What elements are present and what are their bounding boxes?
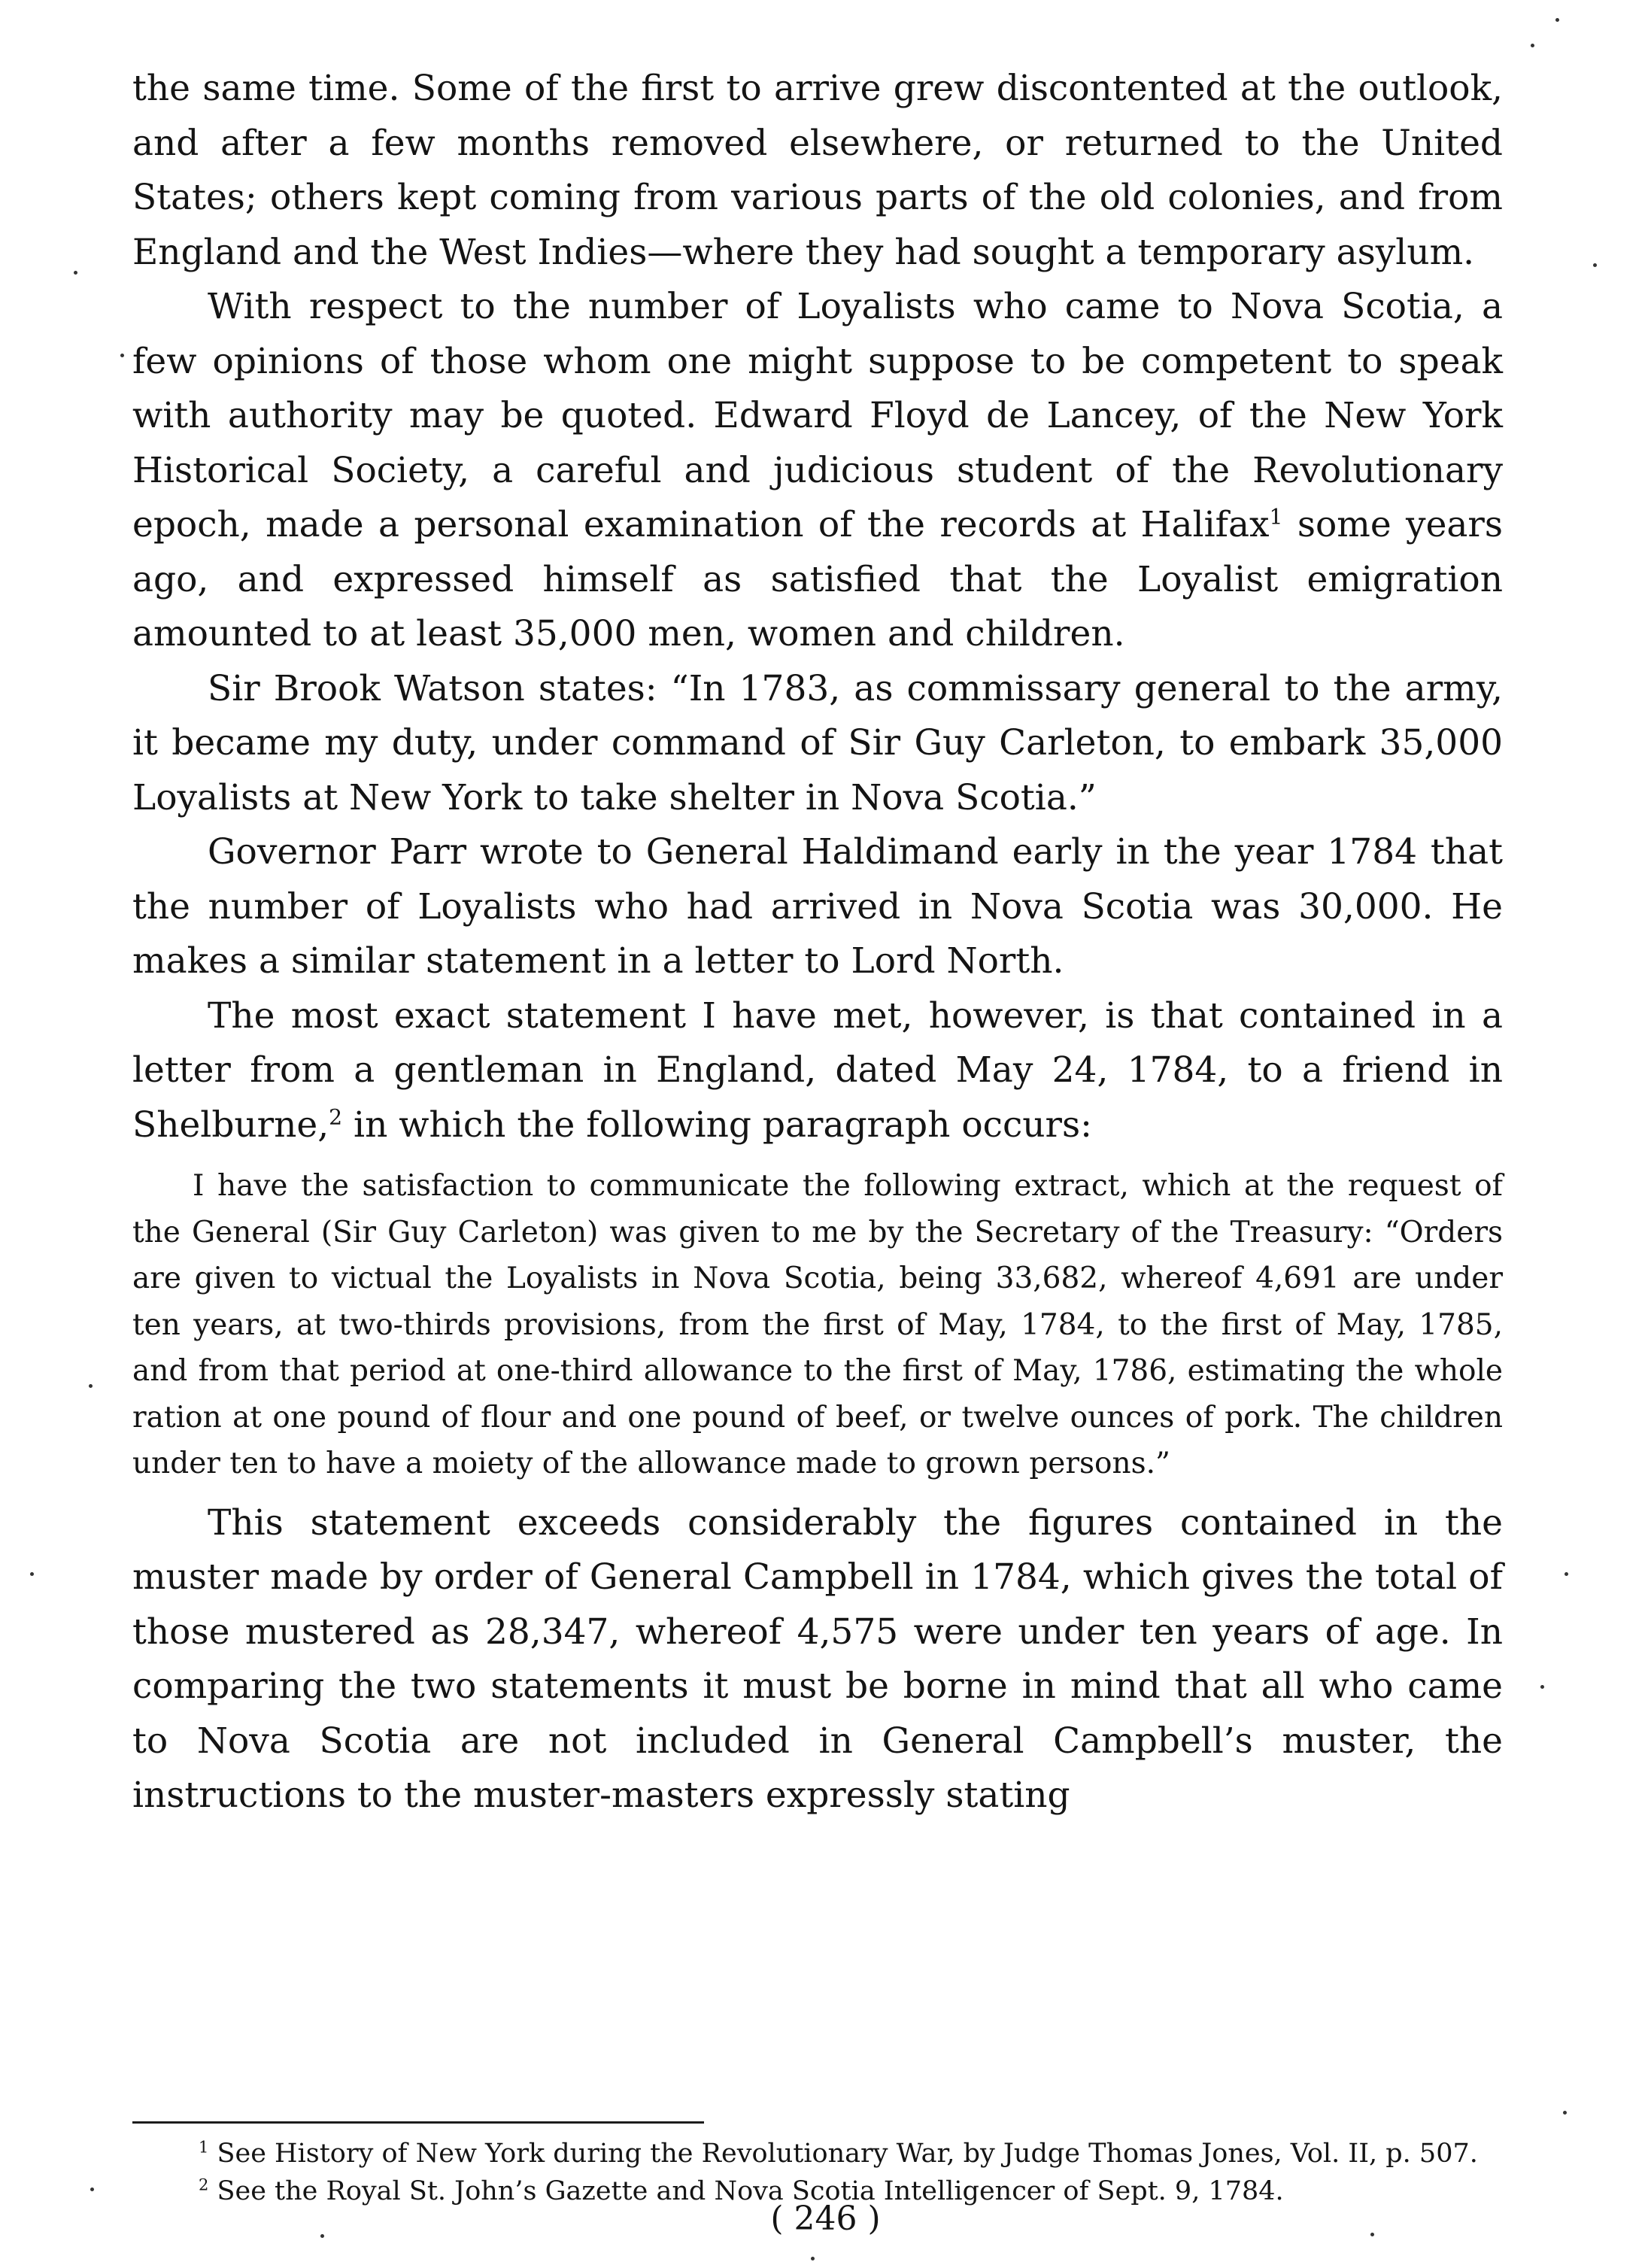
scan-speck — [811, 2257, 815, 2260]
scan-speck — [320, 2234, 324, 2238]
paragraph-5 — [132, 989, 1503, 1153]
footnote-reference-2: 2 — [329, 1104, 343, 1129]
footnotes — [132, 2135, 1503, 2210]
paragraph-5-text-after: in which the following paragraph occurs: — [342, 1104, 1092, 1146]
scan-speck — [1531, 44, 1534, 47]
scan-speck — [30, 1572, 34, 1576]
scan-speck — [1370, 2233, 1374, 2236]
paragraph-2 — [132, 280, 1503, 662]
paragraph-5-text-before: The most exact statement I have met, however, is that contained in a letter from a gentleman in England, dated May 24, 1784, to a friend in Shelburne, — [132, 994, 1503, 1146]
footnote-1 — [132, 2135, 1503, 2172]
paragraph-2-text-after: some years ago, and expressed himself as satisfied that the Loyalist emigration amounted to at least 35,000 men, women and children. — [132, 504, 1503, 654]
paragraph-6: This statement exceeds considerably the figures contained in the muster made by order of General Campbell in 1784, which gives the total of those mustered as 28,347, whereof 4,575 were under ten years of age. In comparing the two statements it must be borne in mind that all who came to Nova Scotia are not included in General Campbell’s muster, the instructions to the muster-masters expressly stating — [132, 1501, 1503, 1816]
footnote-mark-2: 2 — [199, 2175, 209, 2194]
scan-speck — [1540, 1685, 1544, 1689]
paragraph-2-text-before: With respect to the number of Loyalists who came to Nova Scotia, a few opinions of those whom one might suppose to be competent to speak with authority may be quoted. Edward Floyd de Lancey, of the New York Historical Society, a careful and judicious student of the Revolutionary epoch, made a personal examination of the records at Halifax — [132, 286, 1503, 545]
scan-speck — [1555, 18, 1559, 22]
paragraph-1: the same time. Some of the first to arrive grew discontented at the outlook, and after a few months removed elsewhere, or returned to the United States; others kept coming from various parts of the old colonies, and from England and the West Indies—where they had sought a temporary asylum. — [132, 68, 1503, 273]
scan-speck — [90, 2188, 94, 2191]
scan-speck — [89, 1384, 93, 1388]
paragraph-3: Sir Brook Watson states: “In 1783, as commissary general to the army, it became my duty, under command of Sir Guy Carleton, to embark 35,000 Loyalists at New York to take shelter in Nova Scotia.” — [132, 667, 1503, 818]
scan-speck — [1563, 2111, 1567, 2115]
footnote-2-text: See the Royal St. John’s Gazette and Nova Scotia Intelligencer of Sept. 9, 1784. — [217, 2176, 1284, 2206]
scan-speck — [1593, 263, 1597, 267]
paragraph-4: Governor Parr wrote to General Haldimand early in the year 1784 that the number of Loyalists who had arrived in Nova Scotia was 30,000. He makes a similar statement in a letter to Lord North. — [132, 831, 1503, 982]
page-number: ( 246 ) — [770, 2200, 881, 2238]
footnote-mark-1: 1 — [199, 2138, 209, 2157]
footnote-reference-1: 1 — [1269, 504, 1283, 530]
footnote-1-text: See History of New York during the Revolutionary War, by Judge Thomas Jones, Vol. II, p. 507. — [217, 2139, 1478, 2169]
scan-speck — [74, 271, 77, 275]
scan-speck — [120, 354, 124, 357]
scan-speck — [1565, 1572, 1568, 1576]
footnote-rule — [132, 2121, 704, 2124]
main-text — [132, 62, 1503, 1823]
block-quote: I have the satisfaction to communicate the following extract, which at the request of the General (Sir Guy Carleton) was given to me by the Secretary of the Treasury: “Orders are given to victual the Loyalists in Nova Scotia, being 33,682, whereof 4,691 are under ten years, at two-thirds provisions, from the first of May, 1784, to the first of May, 1785, and from that period at one-third allowance to the first of May, 1786, estimating the whole ration at one pound of flour and one pound of beef, or twelve ounces of pork. The children under ten to have a moiety of the allowance made to grown persons.” — [132, 1169, 1503, 1480]
